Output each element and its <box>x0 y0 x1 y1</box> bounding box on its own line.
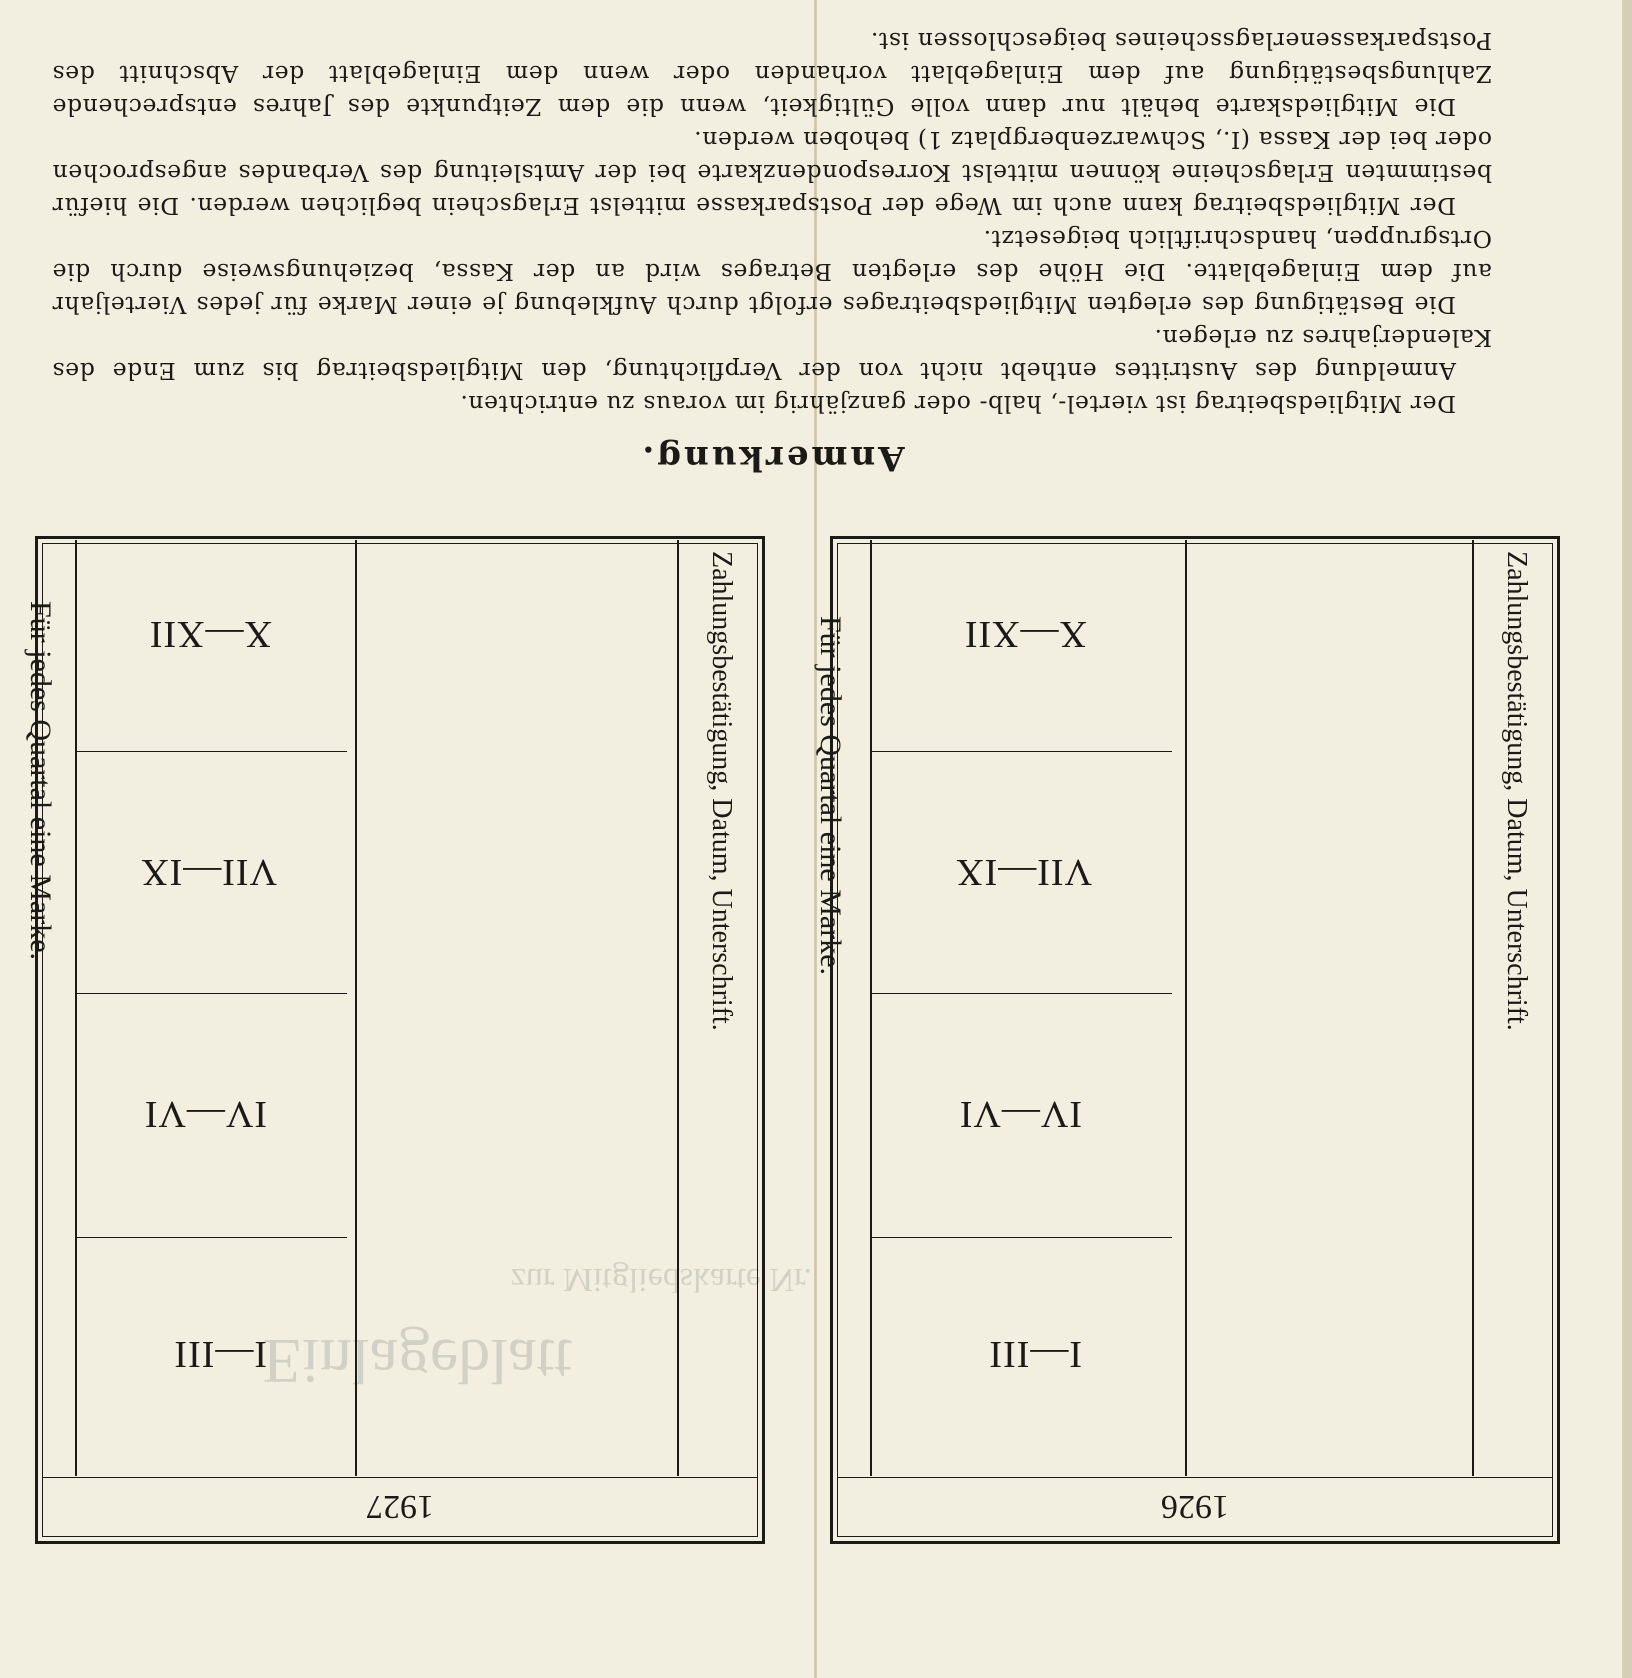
anmerkung-section <box>52 24 1492 478</box>
anmerkung-paragraph: Die Bestätigung des erlegten Mitgliedsbeitrages erfolgt durch Aufklebung je einer Marke für jedes Vierteljahr auf dem Einlageblatte. Die Höhe des erlegten Betrages wird an der Kassa, beziehungsweise durch die Ortsgruppen, handschriftlich beigesetzt. <box>52 225 1492 319</box>
show-through-subtitle: zur Mitgliedskarte Nr. <box>510 1261 812 1298</box>
page-edge <box>1622 0 1632 1678</box>
quarter-label: I—III <box>988 1333 1082 1375</box>
anmerkung-paragraph: Der Mitgliedsbeitrag kann auch im Wege der Postsparkasse mittelst Erlagschein beglichen werden. Die hiefür bestimmten Erlagscheine können mittelst Korrespondenzkarte bei der Amtsleitung des Verbandes angesprochen oder bei der Kassa (I., Schwarzenbergplatz 1) behoben werden. <box>52 126 1492 220</box>
quarter-label: X—XII <box>963 613 1087 655</box>
quarter-label: IV—VI <box>143 1093 267 1135</box>
quarter-label: I—III <box>173 1333 267 1375</box>
quarter-note: Für jedes Quartal eine Marke. <box>814 616 847 976</box>
card-year: 1927 <box>43 1477 757 1536</box>
header-divider <box>1472 540 1474 1476</box>
card-year: 1926 <box>838 1477 1552 1536</box>
anmerkung-paragraph: Der Mitgliedsbeitrag ist viertel-, halb- oder ganzjährig im voraus zu entrichten. <box>459 390 1456 418</box>
quarter-label: VII—IX <box>955 851 1092 893</box>
anmerkung-paragraph: Die Mitgliedskarte behält nur dann volle Gültigkeit, wenn die dem Zeitpunkte des Jahres entsprechende Zahlungsbestätigung auf dem Einlageblatt vorhanden oder wenn dem Einlageblatt der Abschnitt des Postsparkassenerlagsscheines beigeschlossen ist. <box>52 27 1492 121</box>
card-header-text: Zahlungsbestätigung, Datum, Unterschrift. <box>1501 551 1532 1031</box>
card-inner-frame <box>814 543 1553 1537</box>
payment-card-1927 <box>24 536 765 1544</box>
quarter-label: VII—IX <box>140 851 277 893</box>
card-header-text: Zahlungsbestätigung, Datum, Unterschrift. <box>706 551 737 1031</box>
anmerkung-paragraph: Anmeldung des Austrittes enthebt nicht von der Verpflichtung, den Mitgliedsbeitrag bis zum Ende des Kalenderjahres zu erlegen. <box>52 324 1492 385</box>
quarter-column-divider <box>355 540 357 1476</box>
quarter-label: X—XII <box>148 613 272 655</box>
card-inner-frame <box>24 543 758 1537</box>
quarter-note: Für jedes Quartal eine Marke. <box>24 601 57 961</box>
show-through-title: Einlageblatt <box>262 1326 572 1397</box>
quarter-label: IV—VI <box>958 1093 1082 1135</box>
quarter-column-divider <box>1185 540 1187 1476</box>
anmerkung-title: Anmerkung. <box>639 438 905 478</box>
payment-card-1926 <box>814 536 1560 1544</box>
header-divider <box>677 540 679 1476</box>
